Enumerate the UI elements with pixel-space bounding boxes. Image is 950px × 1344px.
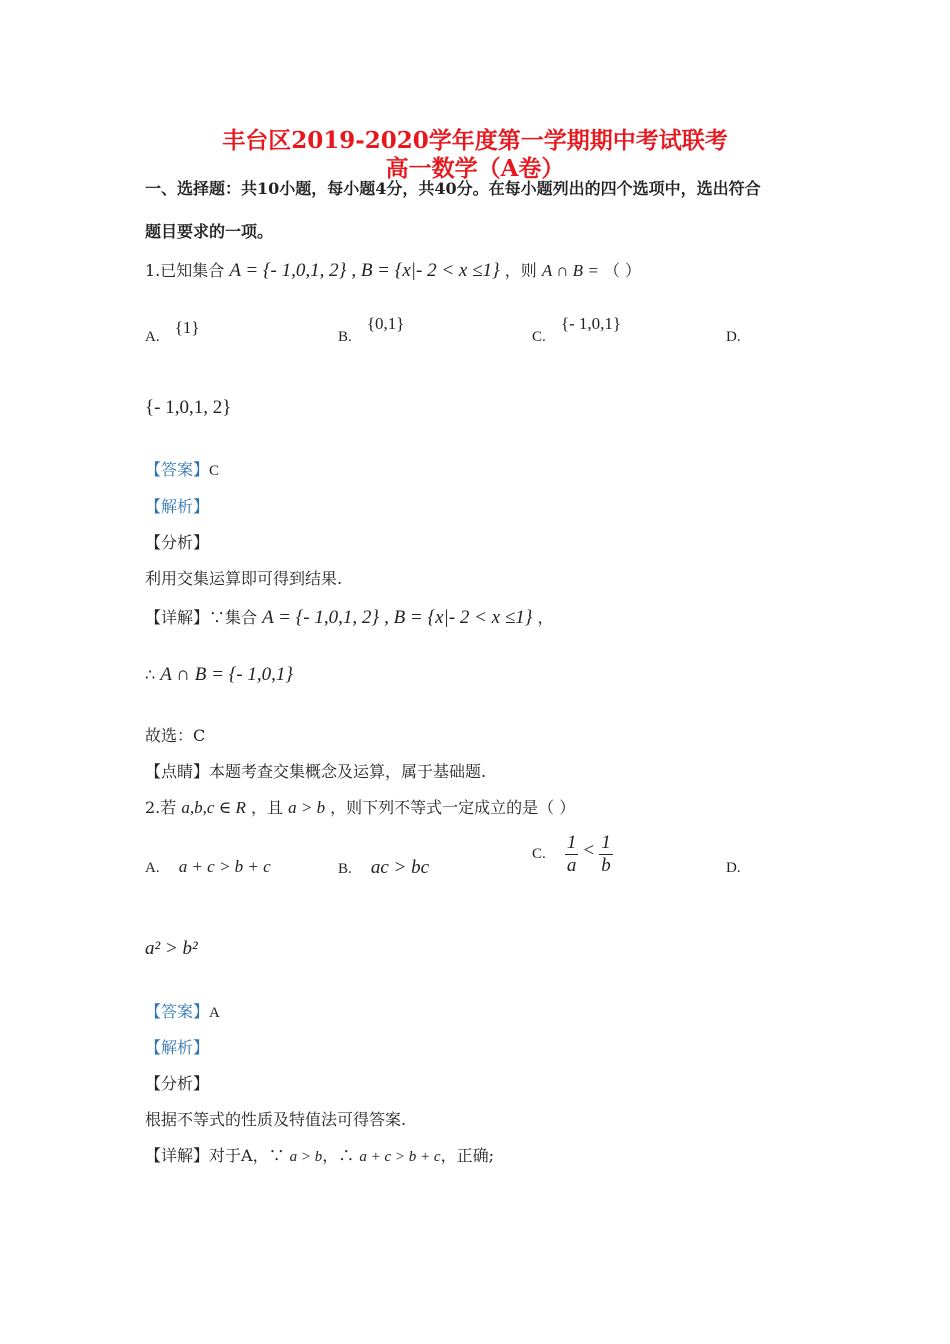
q2-option-a: A. a + c > b + c xyxy=(145,857,271,876)
q1-fenxi-text: 利用交集运算即可得到结果. xyxy=(145,569,343,588)
q2-cond: a > b xyxy=(288,798,326,817)
q1-suffix: ，则 xyxy=(504,261,537,280)
q1-option-d-label: D. xyxy=(726,329,741,345)
q1-option-c: C. {- 1,0,1} xyxy=(532,314,622,345)
q1-paren: （ ） xyxy=(603,261,641,280)
q1-option-b: B. {0,1} xyxy=(338,314,405,345)
q2-option-c: C. $\frac{1}{a}$ < $\frac{1}{b}$ xyxy=(532,832,611,876)
q1-result: ∴ A ∩ B = {- 1,0,1} xyxy=(145,664,293,685)
q1-detail: 【详解】∵集合 A = {- 1,0,1, 2} , B = {x|- 2 < x ≤1} ， xyxy=(145,607,554,628)
q1-analysis-tag: 【解析】 xyxy=(145,497,210,516)
q1-choose: 故选：C xyxy=(145,726,206,745)
q2-option-b: B. ac > bc xyxy=(338,857,430,878)
q2-fenxi-tag: 【分析】 xyxy=(145,1074,210,1093)
q1-fenxi-tag: 【分析】 xyxy=(145,533,210,552)
q2-answer: 【答案】A xyxy=(145,1002,220,1021)
q1-option-d-value: {- 1,0,1, 2} xyxy=(145,397,232,418)
q1-comment: 【点睛】本题考查交集概念及运算，属于基础题. xyxy=(145,762,487,781)
section-heading-cont: 题目要求的一项。 xyxy=(145,222,274,241)
q1-intersection: A ∩ B = xyxy=(541,261,599,280)
q2-option-d-label: D. xyxy=(726,860,741,876)
q2-fenxi-text: 根据不等式的性质及特值法可得答案. xyxy=(145,1110,407,1129)
section-heading: 一、选择题：共10小题，每小题4分，共40分。在每小题列出的四个选项中，选出符合 xyxy=(145,179,761,198)
q2-detail: 【详解】对于A，∵ a > b，∴ a + c > b + c，正确; xyxy=(145,1146,494,1165)
page-subtitle: 高一数学（A卷） xyxy=(385,155,565,182)
question-2: 2.若 a,b,c ∈ R ，且 a > b ，则下列不等式一定成立的是（ ） xyxy=(145,798,576,817)
answer-tag: 【答案】 xyxy=(145,460,210,479)
page-title: 丰台区2019-2020学年度第一学期期中考试联考 xyxy=(222,127,728,154)
q2-vars: a,b,c ∈ R xyxy=(181,798,246,817)
q1-prefix: 1.已知集合 xyxy=(145,261,225,280)
q1-answer: 【答案】C xyxy=(145,460,220,479)
q1-option-a: A. {1} xyxy=(145,318,200,345)
q1-set-a: A = {- 1,0,1, 2} xyxy=(229,260,347,281)
question-1 xyxy=(145,258,641,282)
q2-option-d-value: a² > b² xyxy=(145,938,198,959)
q1-set-b: , B = {x|- 2 < x ≤1} xyxy=(351,260,500,281)
q2-analysis-tag: 【解析】 xyxy=(145,1038,210,1057)
